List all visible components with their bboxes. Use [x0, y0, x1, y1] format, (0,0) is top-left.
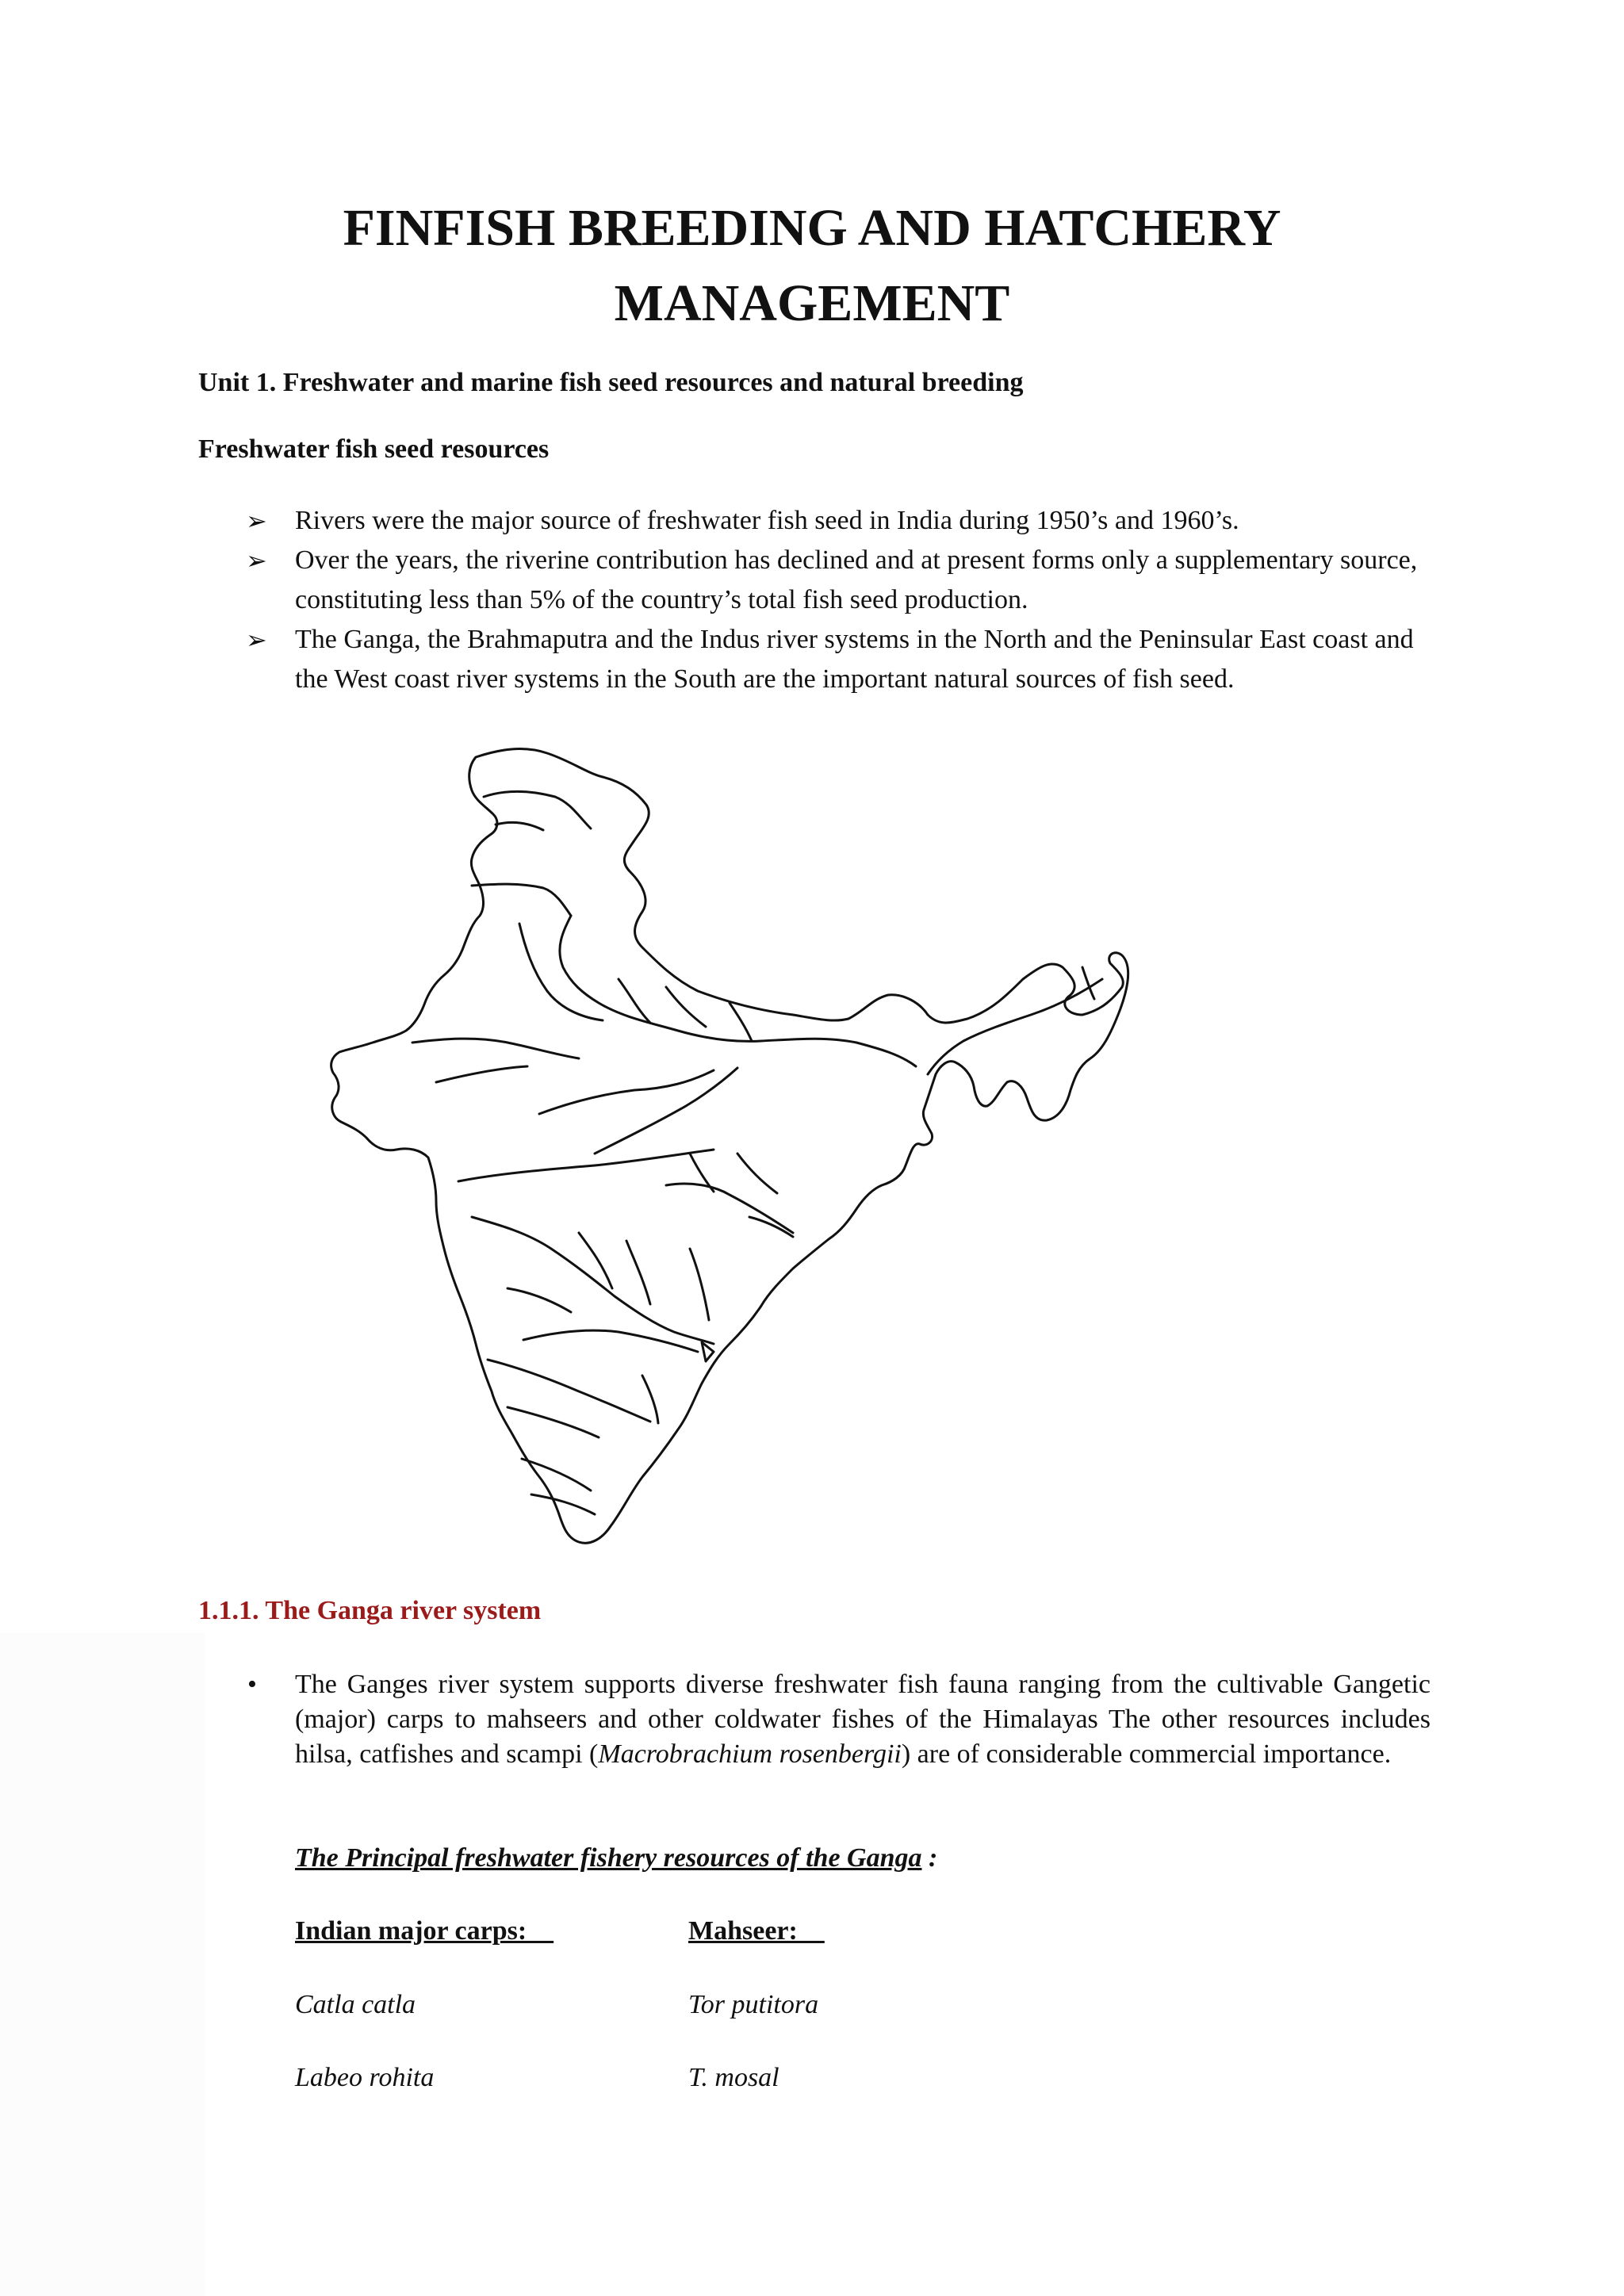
principal-heading — [295, 1843, 937, 1873]
section-heading: 1.1.1. The Ganga river system — [198, 1596, 542, 1625]
arrowhead-bullet-icon: ➢ — [246, 626, 267, 654]
ganga-river — [560, 916, 916, 1066]
paragraph-text: The Ganges river system supports diverse freshwater fish fauna ranging from the cultivable Gangetic (major) carps to mahseers and other coldwater fishes of the Himalayas The other resources includes hilsa, catfishes and scampi ( — [295, 1670, 1431, 1769]
bullet-text: Over the years, the riverine contribution has declined and at present forms only a supplementary source, constituting less than 5% of the country’s total fish seed production. — [295, 545, 1418, 614]
species-item: T. mosal — [688, 2063, 779, 2092]
round-bullet-icon: • — [247, 1670, 257, 1699]
column-heading-text: Indian major carps: — [295, 1916, 554, 1946]
column-heading-text: Mahseer: — [688, 1916, 825, 1946]
principal-heading-text: The Principal freshwater fishery resources of the Ganga — [295, 1843, 922, 1873]
bullet-text: The Ganga, the Brahmaputra and the Indus river systems in the North and the Peninsular East coast and the West coast river systems in the South are the important natural sources of fish seed. — [295, 625, 1414, 694]
scan-shading — [0, 1633, 205, 2296]
principal-heading-suffix: : — [921, 1843, 938, 1873]
page-title: FINFISH BREEDING AND HATCHERY MANAGEMENT — [343, 199, 1281, 332]
column-heading-mahseer — [688, 1916, 825, 1946]
india-river-map — [317, 741, 1150, 1582]
ganga-paragraph — [295, 1667, 1431, 1772]
brahmaputra-river — [928, 979, 1102, 1074]
arrowhead-bullet-icon: ➢ — [246, 507, 267, 535]
species-name: Macrobrachium rosenbergii — [598, 1739, 902, 1769]
species-item: Tor putitora — [688, 1990, 819, 2019]
godavari-river — [472, 1217, 714, 1344]
column-heading-carps — [295, 1916, 553, 1946]
species-item: Catla catla — [295, 1990, 416, 2019]
paragraph-text-end: ) are of considerable commercial importance. — [901, 1739, 1392, 1769]
subheading: Freshwater fish seed resources — [198, 434, 550, 464]
country-outline — [331, 749, 1128, 1544]
bullet-text: Rivers were the major source of freshwater fish seed in India during 1950’s and 1960’s. — [295, 506, 1239, 535]
unit-heading: Unit 1. Freshwater and marine fish seed resources and natural breeding — [198, 368, 1024, 397]
list-item — [246, 620, 1451, 699]
bullet-list — [246, 501, 1451, 699]
list-item — [246, 541, 1451, 620]
arrowhead-bullet-icon: ➢ — [246, 546, 267, 575]
species-item: Labeo rohita — [295, 2063, 435, 2092]
list-item — [246, 501, 1451, 541]
